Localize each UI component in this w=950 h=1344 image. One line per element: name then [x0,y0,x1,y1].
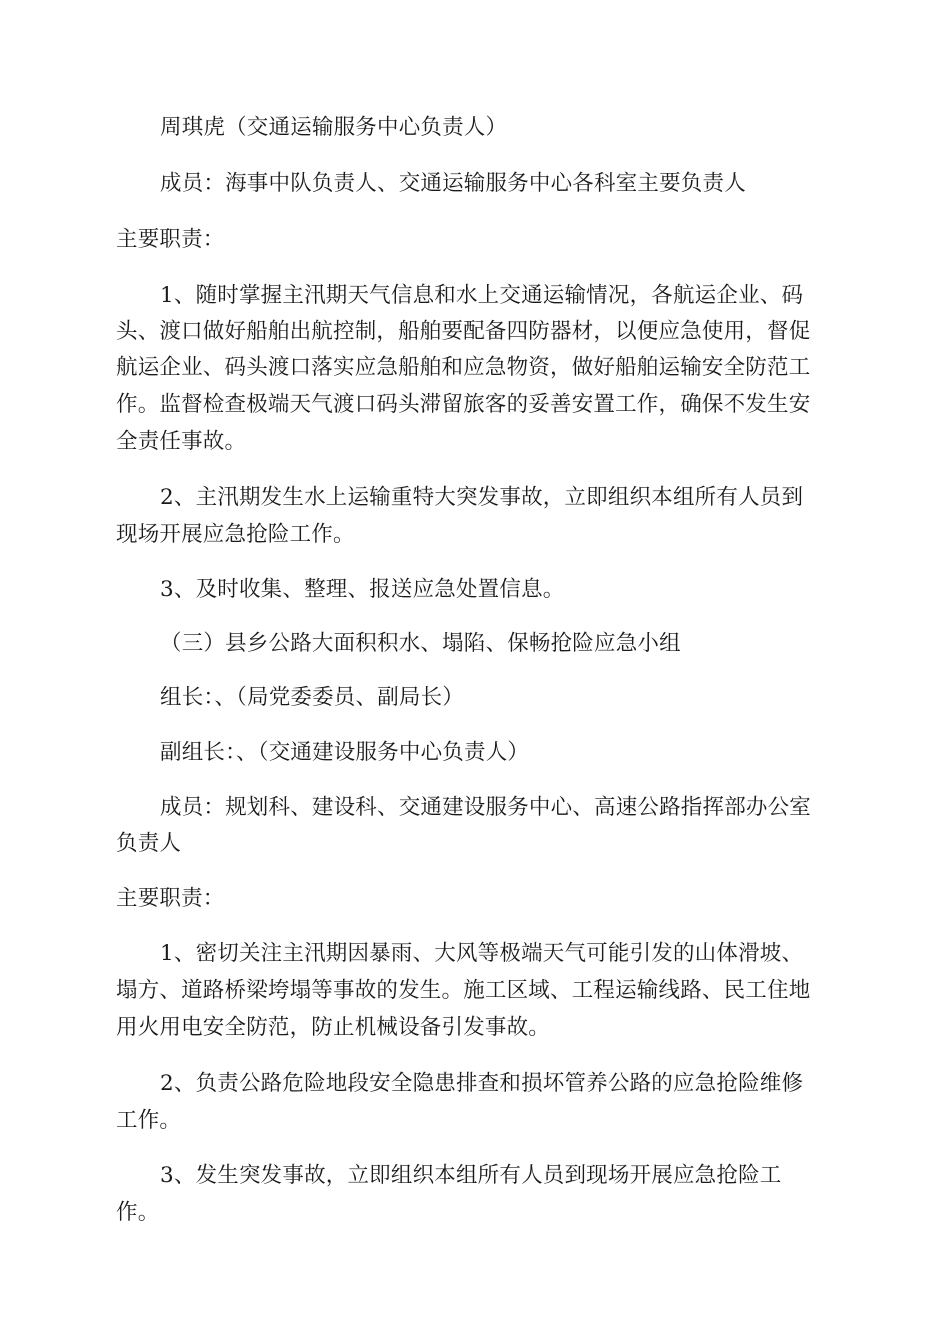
section-heading: 主要职责： [116,886,225,911]
text-line: 工作。 [116,1108,182,1133]
text-line: 副组长：、（交通建设服务中心负责人） [160,740,530,765]
text-line: 1、随时掌握主汛期天气信息和水上交通运输情况，各航运企业、码 [160,283,804,308]
text-line: 成员：海事中队负责人、交通运输服务中心各科室主要负责人 [160,171,746,196]
text-line: 3、发生突发事故，立即组织本组所有人员到现场开展应急抢险工 [160,1163,782,1188]
text-line: 1、密切关注主汛期因暴雨、大风等极端天气可能引发的山体滑坡、 [160,941,804,966]
text-line: 全责任事故。 [116,429,247,454]
text-line: 用火用电安全防范，防止机械设备引发事故。 [116,1015,551,1040]
section-heading: （三）县乡公路大面积积水、塌陷、保畅抢险应急小组 [160,631,681,656]
text-line: 作。监督检查极端天气渡口码头滞留旅客的妥善安置工作，确保不发生安 [116,392,811,417]
text-line: 航运企业、码头渡口落实应急船舶和应急物资，做好船舶运输安全防范工 [116,355,811,380]
text-line: 塌方、道路桥梁垮塌等事故的发生。施工区域、工程运输线路、民工住地 [116,978,811,1003]
text-line: 现场开展应急抢险工作。 [116,522,355,547]
text-line: 头、渡口做好船舶出航控制，船舶要配备四防器材，以便应急使用，督促 [116,319,811,344]
text-line: 作。 [116,1200,160,1225]
section-heading: 主要职责： [116,227,225,252]
text-line: 成员：规划科、建设科、交通建设服务中心、高速公路指挥部办公室 [160,795,812,820]
text-line: 负责人 [116,831,182,856]
text-line: 2、负责公路危险地段安全隐患排查和损坏管养公路的应急抢险维修 [160,1071,804,1096]
text-line: 周琪虎（交通运输服务中心负责人） [160,115,508,140]
text-line: 2、主汛期发生水上运输重特大突发事故，立即组织本组所有人员到 [160,485,804,510]
text-line: 3、及时收集、整理、报送应急处置信息。 [160,577,565,602]
text-line: 组长：、（局党委委员、副局长） [160,685,465,710]
